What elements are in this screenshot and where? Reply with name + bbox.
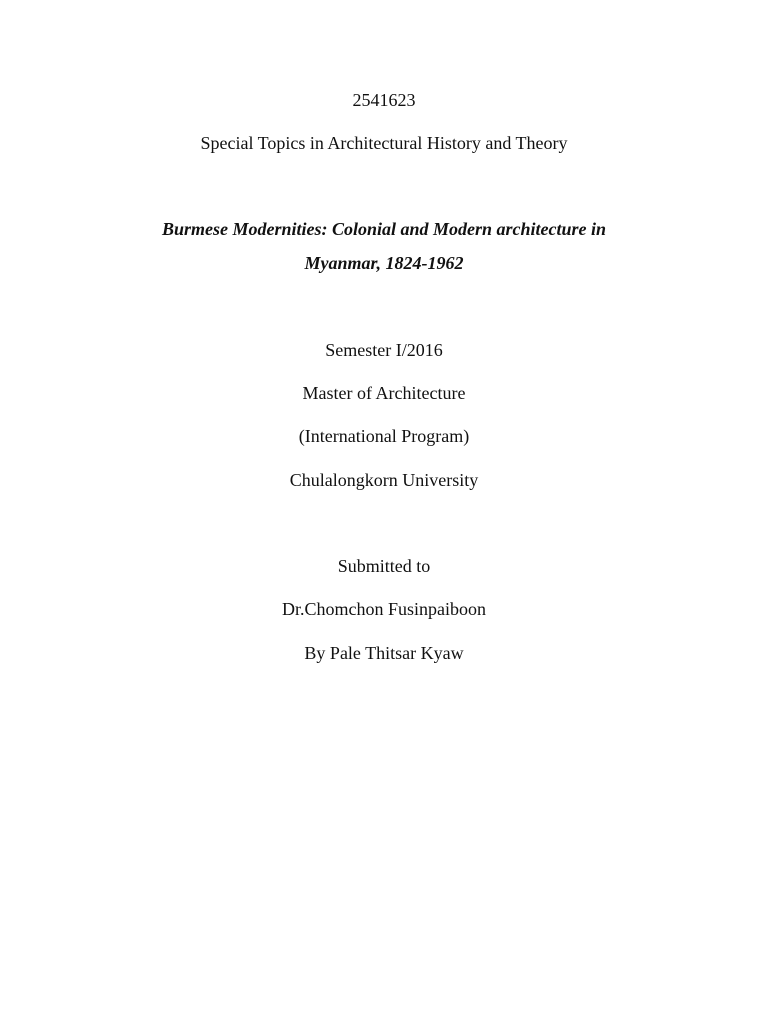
author-name: By Pale Thitsar Kyaw (304, 643, 464, 663)
university: Chulalongkorn University (289, 470, 479, 490)
course-code: 2541623 (352, 90, 416, 110)
program: (International Program) (298, 426, 470, 446)
semester: Semester I/2016 (325, 340, 443, 360)
degree: Master of Architecture (302, 383, 466, 403)
course-name: Special Topics in Architectural History and Theory (200, 133, 568, 153)
submitted-label: Submitted to (337, 556, 431, 576)
paper-title-line-2: Myanmar, 1824-1962 (304, 253, 464, 273)
instructor-name: Dr.Chomchon Fusinpaiboon (281, 599, 486, 619)
paper-title-line-1: Burmese Modernities: Colonial and Modern architecture in (161, 219, 607, 239)
